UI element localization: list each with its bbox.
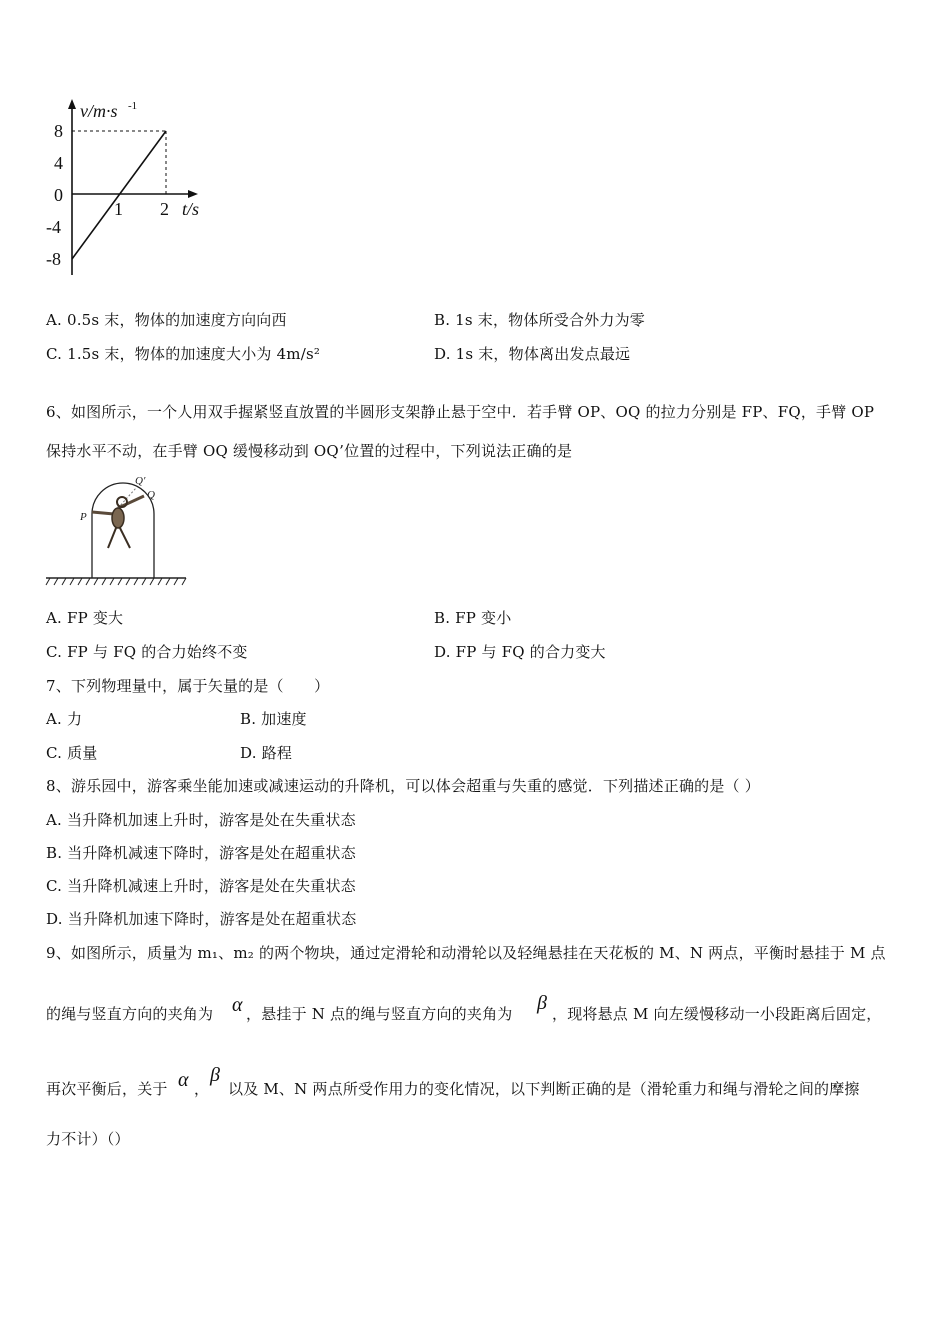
q7-option-c: C. 质量 [46,744,98,762]
y-tick-neg4: -4 [46,217,61,237]
q6-figure [44,474,194,589]
q6-option-d: D. FP 与 FQ 的合力变大 [434,643,606,661]
q5-option-a: A. 0.5s 末，物体的加速度方向向西 [46,311,287,329]
label-q-prime: Q′ [135,475,146,487]
q6-option-b: B. FP 变小 [434,609,512,627]
q7-option-a: A. 力 [46,710,83,728]
beta-symbol-2: β [210,1064,220,1086]
q7-stem: 7、下列物理量中，属于矢量的是（ ） [46,677,330,695]
q8-option-c: C. 当升降机减速上升时，游客是处在失重状态 [46,877,356,895]
y-tick-0: 0 [54,185,63,205]
q6-option-c: C. FP 与 FQ 的合力始终不变 [46,643,248,661]
label-p: P [80,511,87,523]
y-axis-label: v/m·s [80,101,118,121]
q8-option-a: A. 当升降机加速上升时，游客是处在失重状态 [46,811,356,829]
q6-stem-line1: 6、如图所示，一个人用双手握紧竖直放置的半圆形支架静止悬于空中．若手臂 OP、OQ 的拉力分别是 FP、FQ，手臂 OP [46,403,875,421]
y-axis-exponent: -1 [128,100,138,112]
q9-stem-line3a: 再次平衡后，关于 [46,1080,168,1098]
y-axis-arrow [68,99,76,109]
q7-option-b: B. 加速度 [240,710,307,728]
beta-symbol: β [537,992,547,1014]
alpha-symbol-2: α [178,1069,189,1091]
q9-stem-line2c: ，现将悬点 M 向左缓慢移动一小段距离后固定， [552,1005,882,1023]
q8-option-d: D. 当升降机加速下降时，游客是处在超重状态 [46,910,357,928]
x-tick-2: 2 [160,199,169,219]
velocity-time-graph [40,95,220,285]
q5-option-d: D. 1s 末，物体离出发点最远 [434,345,631,363]
label-q: Q [147,489,155,501]
velocity-line [72,131,166,259]
q9-stem-line1: 9、如图所示，质量为 m₁、m₂ 的两个物块，通过定滑轮和动滑轮以及轻绳悬挂在天花板的 M、N 两点，平衡时悬挂于 M 点 [46,944,886,962]
q6-option-a: A. FP 变大 [46,609,124,627]
x-tick-1: 1 [114,199,123,219]
q5-option-c: C. 1.5s 末，物体的加速度大小为 4m/s² [46,345,321,363]
x-axis-arrow [188,190,198,198]
x-axis-label: t/s [182,199,200,219]
ground-hatch [46,578,186,585]
q9-stem-line2a: 的绳与竖直方向的夹角为 [46,1005,214,1023]
q8-option-b: B. 当升降机减速下降时，游客是处在超重状态 [46,844,356,862]
q7-option-d: D. 路程 [240,744,293,762]
y-tick-8: 8 [54,121,63,141]
q8-stem: 8、游乐园中，游客乘坐能加速或减速运动的升降机，可以体会超重与失重的感觉．下列描述正确的是（ ） [46,777,760,795]
alpha-symbol: α [232,994,243,1016]
q6-stem-line2: 保持水平不动，在手臂 OQ 缓慢移动到 OQ’位置的过程中，下列说法正确的是 [46,442,573,460]
y-tick-neg8: -8 [46,249,61,269]
q9-stem-line3b: ， [194,1080,210,1098]
y-tick-4: 4 [54,153,63,173]
q5-option-b: B. 1s 末，物体所受合外力为零 [434,311,645,329]
q9-stem-line2b: ，悬挂于 N 点的绳与竖直方向的夹角为 [246,1005,513,1023]
q9-stem-line3c: 以及 M、N 两点所受作用力的变化情况，以下判断正确的是（滑轮重力和绳与滑轮之间的摩擦 [228,1080,860,1098]
q9-stem-line4: 力不计）（） [46,1130,130,1148]
hanging-person [92,488,144,548]
